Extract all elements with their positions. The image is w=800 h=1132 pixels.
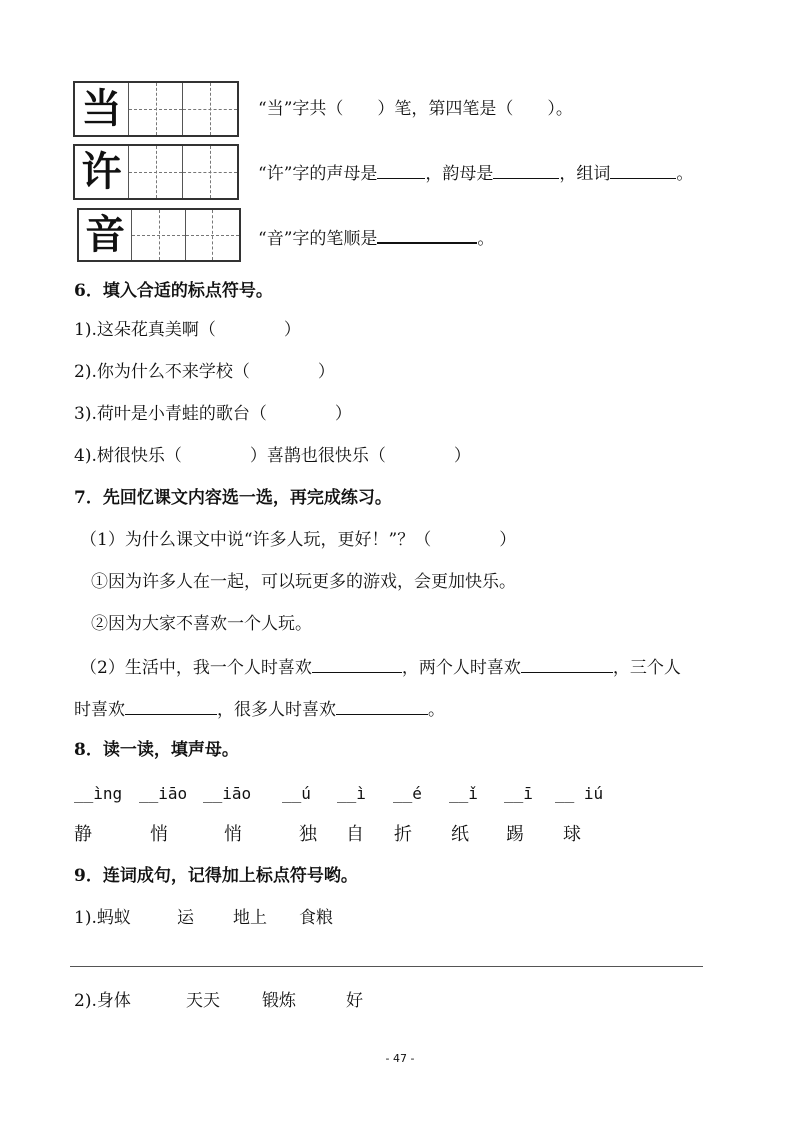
two-people-blank[interactable]: [521, 656, 613, 673]
grid-cell[interactable]: [183, 146, 237, 198]
q6-item-3[interactable]: 3).荷叶是小青蛙的歌台（ ）: [74, 404, 352, 424]
q9-line1-word-4: 食粮: [299, 908, 333, 928]
char-grid-yin: [77, 208, 241, 262]
q9-line1-word-1: 1).蚂蚁: [74, 908, 131, 928]
pinyin-5[interactable]: __ì: [337, 784, 366, 803]
xu-text-d: 。: [676, 164, 694, 184]
pinyin-8[interactable]: __ī: [504, 784, 533, 803]
final-blank[interactable]: [493, 162, 559, 179]
q6-item-4[interactable]: 4).树很快乐（ ）喜鹊也很快乐（ ）: [74, 446, 471, 466]
q9-line2-word-4: 好: [346, 991, 363, 1011]
q6-title: 6．填入合适的标点符号。: [74, 281, 273, 301]
grid-char: 许: [81, 149, 122, 195]
many-people-blank[interactable]: [336, 698, 428, 715]
grid-cell: [75, 83, 129, 135]
dang-question: “当”字共（ ）笔，第四笔是（ ）。: [258, 99, 573, 119]
grid-cell: [75, 146, 129, 198]
q7-sub2-f: 。: [428, 700, 445, 720]
q7-sub2-a: （2）生活中，我一个人时喜欢: [80, 658, 312, 678]
grid-cell: [79, 210, 132, 260]
xu-text-b: ，韵母是: [425, 164, 494, 184]
q7-title: 7．先回忆课文内容选一选，再完成练习。: [74, 488, 392, 508]
hanzi-2: 悄: [150, 824, 168, 845]
hanzi-6: 折: [394, 824, 412, 845]
hanzi-8: 踢: [506, 824, 524, 845]
pinyin-6[interactable]: __é: [393, 784, 422, 803]
alone-blank[interactable]: [312, 656, 402, 673]
pinyin-3[interactable]: __iāo: [203, 784, 252, 803]
q7-sub2-d: 时喜欢: [74, 700, 125, 720]
pinyin-9[interactable]: __ iú: [555, 784, 604, 803]
yin-text-b: 。: [477, 229, 495, 249]
q7-sub2-c: ，三个人: [612, 658, 681, 678]
q7-sub1[interactable]: （1）为什么课文中说“许多人玩，更好！”？（ ）: [80, 530, 517, 550]
word-blank[interactable]: [610, 162, 676, 179]
grid-cell[interactable]: [183, 83, 237, 135]
pinyin-2[interactable]: __iāo: [139, 784, 188, 803]
stroke-order-blank[interactable]: [377, 226, 477, 244]
grid-cell[interactable]: [129, 146, 183, 198]
q9-line2-word-2: 天天: [186, 991, 220, 1011]
q7-sub2-b: ，两个人时喜欢: [401, 658, 521, 678]
q9-line1-word-2: 运: [177, 908, 194, 928]
hanzi-3: 悄: [224, 824, 242, 845]
grid-char: 音: [85, 212, 126, 258]
q7-sub2-line1: [80, 656, 681, 678]
answer-line[interactable]: [70, 966, 703, 967]
xu-text-a: “许”字的声母是: [258, 164, 378, 184]
hanzi-5: 自: [346, 824, 364, 845]
q7-option-2[interactable]: ②因为大家不喜欢一个人玩。: [91, 614, 312, 634]
hanzi-7: 纸: [451, 824, 469, 845]
char-grid-dang: [73, 81, 239, 137]
yin-question: [258, 226, 494, 249]
pinyin-1[interactable]: __ìng: [74, 784, 123, 803]
xu-question: [258, 162, 693, 184]
page-number: - 47 -: [385, 1052, 415, 1065]
q7-sub2-e: ，很多人时喜欢: [217, 700, 336, 720]
q9-line2-word-3: 锻炼: [262, 991, 296, 1011]
q6-item-1[interactable]: 1).这朵花真美啊（ ）: [74, 320, 301, 340]
pinyin-4[interactable]: __ú: [282, 784, 311, 803]
initial-blank[interactable]: [377, 162, 425, 179]
q6-item-2[interactable]: 2).你为什么不来学校（ ）: [74, 362, 335, 382]
char-grid-xu: [73, 144, 239, 200]
q9-line1-word-3: 地上: [233, 908, 267, 928]
xu-text-c: ，组词: [559, 164, 611, 184]
hanzi-1: 静: [74, 824, 92, 845]
hanzi-9: 球: [563, 824, 581, 845]
grid-cell[interactable]: [132, 210, 185, 260]
q9-title: 9．连词成句，记得加上标点符号哟。: [74, 866, 358, 886]
grid-cell[interactable]: [186, 210, 239, 260]
hanzi-4: 独: [299, 824, 317, 845]
grid-cell[interactable]: [129, 83, 183, 135]
q7-sub2-line2: [74, 698, 445, 720]
q9-line2-word-1: 2).身体: [74, 991, 131, 1011]
q8-title: 8．读一读，填声母。: [74, 740, 239, 760]
q7-option-1[interactable]: ①因为许多人在一起，可以玩更多的游戏，会更加快乐。: [91, 572, 516, 592]
grid-char: 当: [81, 86, 122, 132]
yin-text-a: “音”字的笔顺是: [258, 229, 378, 249]
pinyin-7[interactable]: __ǐ: [449, 784, 478, 803]
three-people-blank[interactable]: [125, 698, 217, 715]
